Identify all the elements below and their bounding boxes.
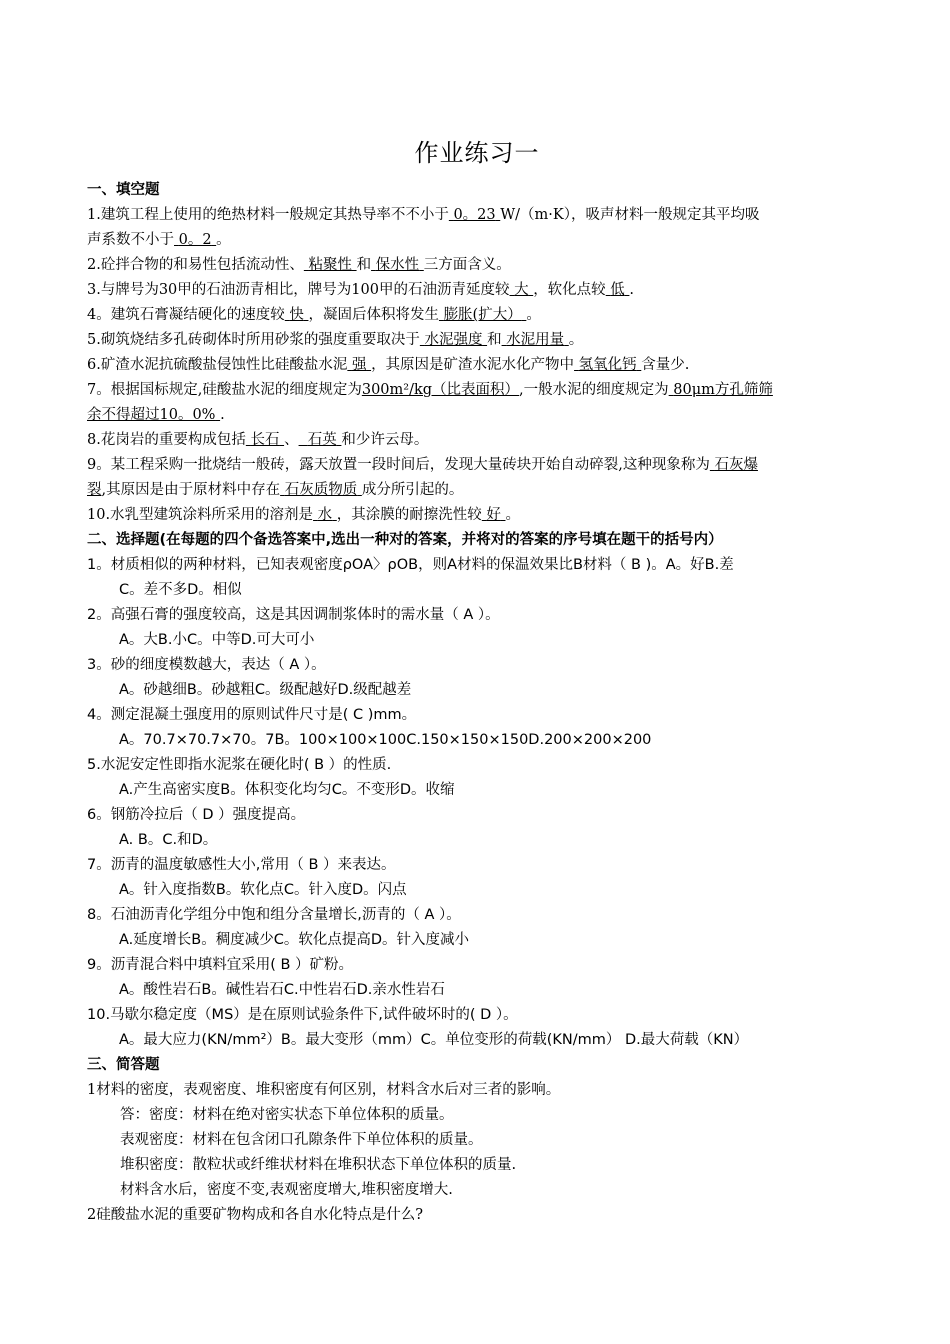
choice-q4-options: A。70.7×70.7×70。7B。100×100×100C.150×150×150D.200×200×200 xyxy=(119,732,652,748)
choice-q9: 9。沥青混合料中填料宜采用( B ）矿粉。 xyxy=(87,957,354,973)
fill-q1-line2: 声系数不小于 0。2 。 xyxy=(87,232,231,248)
choice-q1: 1。材质相似的两种材料，已知表观密度ρOA〉ρOB，则A材料的保温效果比B材料（ B )。A。好B.差 xyxy=(87,557,734,573)
section-fill-heading: 一、填空题 xyxy=(87,182,160,198)
choice-q7-options: A。针入度指数B。软化点C。针入度D。闪点 xyxy=(119,882,407,898)
choice-q6-options: A. B。C.和D。 xyxy=(119,832,218,848)
fill-q4: 4。建筑石膏凝结硬化的速度较 快 ，凝固后体积将发生 膨胀(扩大） 。 xyxy=(87,307,541,323)
page-title: 作业练习一 xyxy=(414,139,540,167)
choice-q2-options: A。大B.小C。中等D.可大可小 xyxy=(119,632,315,648)
choice-q5-options: A.产生高密实度B。体积变化均匀C。不变形D。收缩 xyxy=(119,782,455,798)
short-q1-answer-density: 答：密度：材料在绝对密实状态下单位体积的质量。 xyxy=(120,1107,454,1123)
choice-q5: 5.水泥安定性即指水泥浆在硬化时( B ）的性质. xyxy=(87,757,392,773)
choice-q8-options: A.延度增长B。稠度减少C。软化点提高D。针入度减小 xyxy=(119,932,470,948)
section-short-heading: 三、简答题 xyxy=(87,1057,160,1073)
short-q1-answer-bulk: 堆积密度：散粒状或纤维状材料在堆积状态下单位体积的质量. xyxy=(120,1157,517,1173)
short-q1-answer-apparent: 表观密度：材料在包含闭口孔隙条件下单位体积的质量。 xyxy=(120,1132,483,1148)
fill-q2: 2.砼拌合物的和易性包括流动性、 粘聚性 和 保水性 三方面含义。 xyxy=(87,257,511,273)
choice-q2: 2。高强石膏的强度较高，这是其因调制浆体时的需水量（ A ）。 xyxy=(87,607,500,623)
choice-q3: 3。砂的细度模数越大，表达（ A ）。 xyxy=(87,657,326,673)
choice-q7: 7。沥青的温度敏感性大小,常用（ B ）来表达。 xyxy=(87,857,396,873)
fill-q1-line1: 1.建筑工程上使用的绝热材料一般规定其热导率不不小于 0。23 W/（m·K），吸声材料一般规定其平均吸 xyxy=(87,207,760,223)
choice-q3-options: A。砂越细B。砂越粗C。级配越好D.级配越差 xyxy=(119,682,412,698)
fill-q7-line2: 余不得超过10。0% . xyxy=(87,407,225,423)
short-q1: 1材料的密度，表观密度、堆积密度有何区别，材料含水后对三者的影响。 xyxy=(87,1082,561,1098)
fill-q10: 10.水乳型建筑涂料所采用的溶剂是 水 ，其涂膜的耐擦洗性较 好 。 xyxy=(87,507,520,523)
fill-q6: 6.矿渣水泥抗硫酸盐侵蚀性比硅酸盐水泥 强 ，其原因是矿渣水泥水化产物中 氢氧化钙 含量少. xyxy=(87,357,690,373)
fill-q9-line2: 裂,其原因是由于原材料中存在 石灰质物质 成分所引起的。 xyxy=(87,482,464,498)
fill-q5: 5.砌筑烧结多孔砖砌体时所用砂浆的强度重要取决于 水泥强度 和 水泥用量 。 xyxy=(87,332,584,348)
choice-q10-options: A。最大应力(KN/mm²）B。最大变形（mm）C。单位变形的荷载(KN/mm） D.最大荷载（KN） xyxy=(119,1032,749,1048)
fill-q3: 3.与牌号为30甲的石油沥青相比，牌号为100甲的石油沥青延度较 大 ，软化点较 低 . xyxy=(87,282,635,298)
fill-q8: 8.花岗岩的重要构成包括 长石 、 石英 和少许云母。 xyxy=(87,432,429,448)
choice-q10: 10.马歇尔稳定度（MS）是在原则试验条件下,试件破坏时的( D ）。 xyxy=(87,1007,518,1023)
section-choice-heading: 二、选择题(在每题的四个备选答案中,选出一种对的答案，并将对的答案的序号填在题干的括号内） xyxy=(87,532,723,548)
choice-q9-options: A。酸性岩石B。碱性岩石C.中性岩石D.亲水性岩石 xyxy=(119,982,445,998)
short-q1-answer-water: 材料含水后，密度不变,表观密度增大,堆积密度增大. xyxy=(120,1182,453,1198)
choice-q4: 4。测定混凝土强度用的原则试件尺寸是( C )mm。 xyxy=(87,707,417,723)
choice-q6: 6。钢筋冷拉后（ D ）强度提高。 xyxy=(87,807,306,823)
choice-q8: 8。石油沥青化学组分中饱和组分含量增长,沥青的（ A ）。 xyxy=(87,907,461,923)
fill-q9-line1: 9。某工程采购一批烧结一般砖，露天放置一段时间后，发现大量砖块开始自动碎裂,这种现象称为 石灰爆 xyxy=(87,457,758,473)
short-q2: 2硅酸盐水泥的重要矿物构成和各自水化特点是什么? xyxy=(87,1207,423,1223)
fill-q7-line1: 7。根据国标规定,硅酸盐水泥的细度规定为300m²/kg（比表面积）,一般水泥的细度规定为 80μm方孔筛筛 xyxy=(87,382,773,398)
choice-q1-options: C。差不多D。相似 xyxy=(119,582,242,598)
